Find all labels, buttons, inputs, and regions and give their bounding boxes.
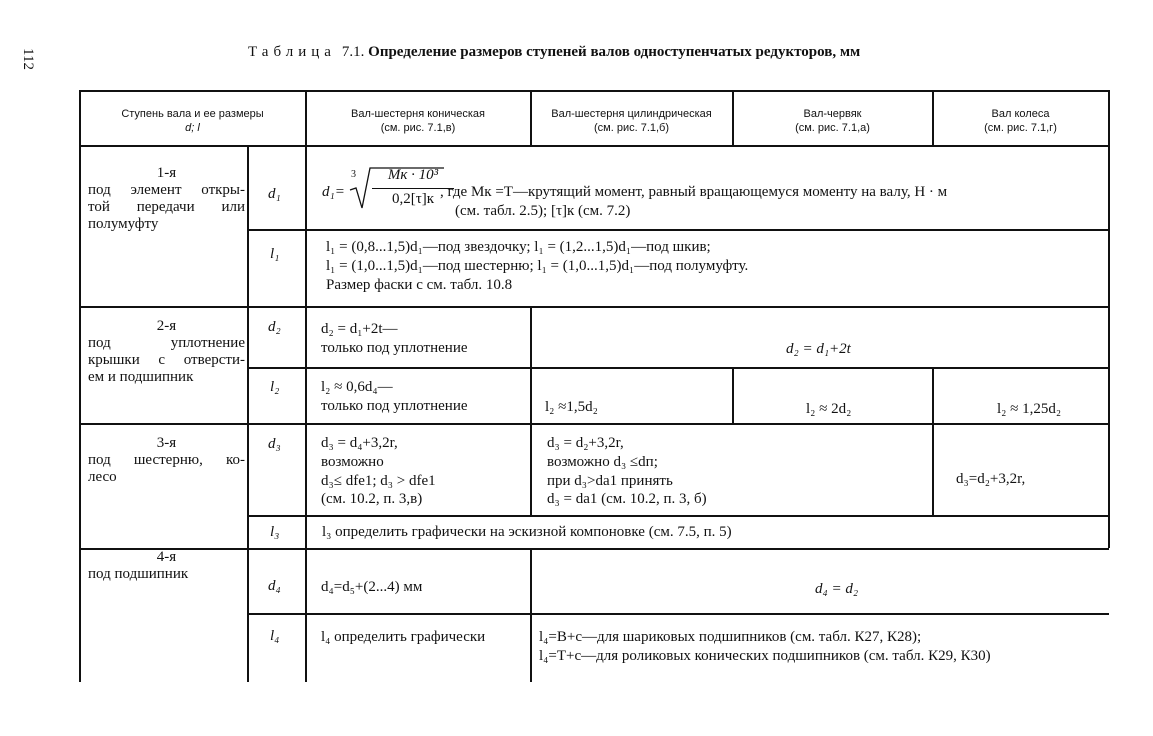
stage-3: 3-я под шестерню, ко- лесо: [88, 435, 245, 485]
stage-4: 4-я под подшипник: [88, 549, 189, 582]
symbol-d4: d₄: [268, 578, 281, 594]
d4-bevel: d₄=d₅+(2...4) мм: [321, 579, 423, 595]
caption-prefix: Таблица: [248, 44, 336, 60]
d2-bevel-2: только под уплотнение: [321, 340, 468, 356]
header-wheel-shaft: Вал колеса (см. рис. 7.1,г): [984, 108, 1057, 134]
header-stage: Ступень вала и ее размеры d; l: [121, 108, 264, 134]
l1-line-3: Размер фаски c см. табл. 10.8: [326, 277, 513, 293]
caption-number: 7.1.: [341, 44, 365, 60]
l2-cylindrical: l₂ ≈1,5d₂: [545, 399, 598, 415]
symbol-d2: d₂: [268, 319, 281, 335]
symbol-l4: l₄: [270, 628, 280, 644]
d2-rest: d₂ = d₁+2t: [786, 341, 851, 357]
d2-bevel-1: d₂ = d₁+2t—: [321, 321, 398, 337]
symbol-d1: d₁: [268, 186, 281, 202]
l2-worm: l₂ ≈ 2d₂: [806, 401, 852, 417]
l4-rest-1: l₄=B+c—для шариковых подшипников (см. табл. К27, К28);: [539, 629, 922, 645]
l3-text: l₃ определить графически на эскизной компоновке (см. 7.5, п. 5): [322, 524, 732, 540]
l2-wheel: l₂ ≈ 1,25d₂: [997, 401, 1062, 417]
header-worm: Вал-червяк (см. рис. 7.1,а): [795, 108, 870, 134]
l4-rest-2: l₄=T+c—для роликовых конических подшипников (см. табл. К29, К30): [539, 648, 991, 664]
symbol-l1: l₁: [270, 246, 280, 262]
l2-bevel-1: l₂ ≈ 0,6d₄—: [321, 379, 393, 395]
l1-line-2: l₁ = (1,0...1,5)d₁—под шестерню; l₁ = (1,0...1,5)d₁—под полумуфту.: [326, 258, 749, 274]
page-number: 112: [20, 48, 36, 70]
d3-wheel: d₃=d₂+3,2r,: [956, 471, 1026, 487]
symbol-d3: d₃: [268, 436, 281, 452]
header-bevel-pinion: Вал-шестерня коническая (см. рис. 7.1,в): [351, 108, 485, 134]
caption-title: Определение размеров ступеней валов одноступенчатых редукторов, мм: [368, 44, 861, 60]
stage-1: 1-я под элемент откры- той передачи или полумуфту: [88, 165, 245, 232]
symbol-l2: l₂: [270, 379, 280, 395]
l2-bevel-2: только под уплотнение: [321, 398, 468, 414]
l4-bevel: l₄ определить графически: [321, 629, 486, 645]
symbol-l3: l₃: [270, 524, 280, 540]
stage-2: 2-я под уплотнение крышки с отверсти- ем и подшипник: [88, 318, 245, 385]
header-cyl-pinion: Вал-шестерня цилиндрическая (см. рис. 7.1,б): [551, 108, 712, 134]
l1-line-1: l₁ = (0,8...1,5)d₁—под звездочку; l₁ = (1,2...1,5)d₁—под шкив;: [326, 239, 711, 255]
table-caption: [248, 44, 860, 61]
d4-rest: d₄ = d₂: [815, 581, 859, 597]
